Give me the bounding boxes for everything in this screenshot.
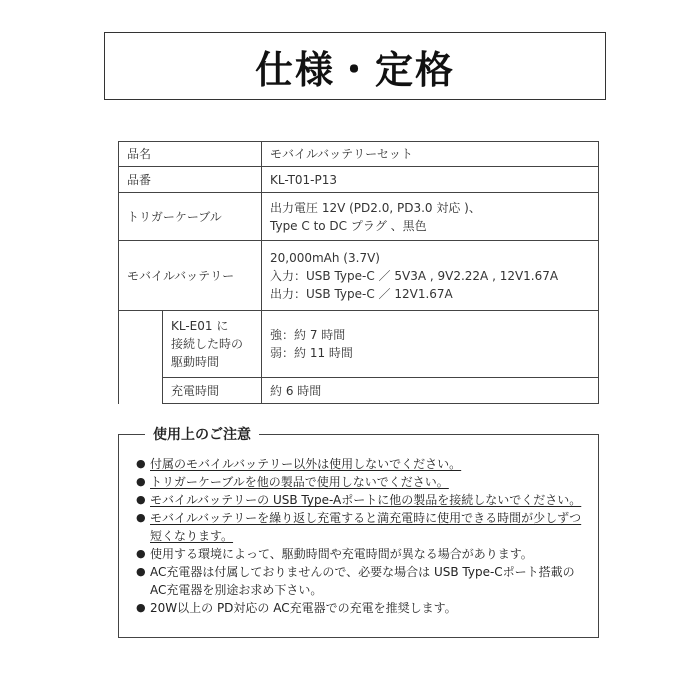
trigger-cable-line: 出力電圧 12V (PD2.0, PD3.0 対応 )、 bbox=[270, 200, 481, 215]
notice-item-text: AC充電器は付属しておりませんので、必要な場合は USB Type-Cポート搭載の AC充電器を別途お求め下さい。 bbox=[150, 565, 575, 597]
product-name-label: 品名 bbox=[119, 142, 262, 167]
notice-box bbox=[118, 427, 599, 638]
spec-row-product-name bbox=[119, 142, 599, 167]
notice-item bbox=[136, 491, 590, 509]
mobile-battery-line: 出力：USB Type-C ／ 12V1.67A bbox=[270, 286, 453, 301]
mobile-battery-label: モバイルバッテリー bbox=[119, 241, 262, 311]
spec-row-mobile-battery bbox=[119, 241, 599, 311]
notice-item-text: モバイルバッテリーを繰り返し充電すると満充電時に使用できる時間が少しずつ短くなります。 bbox=[150, 511, 582, 543]
notice-title: 使用上のご注意 bbox=[145, 424, 259, 444]
bullet-icon: ● bbox=[136, 547, 146, 560]
spec-row-drive-time bbox=[119, 311, 599, 378]
bullet-icon: ● bbox=[136, 601, 146, 614]
title-box bbox=[104, 32, 606, 100]
mobile-battery-line: 入力：USB Type-C ／ 5V3A , 9V2.22A , 12V1.67A bbox=[270, 268, 559, 283]
spec-row-model-number bbox=[119, 167, 599, 193]
notice-item bbox=[136, 563, 590, 599]
notice-item-text: トリガーケーブルを他の製品で使用しないでください。 bbox=[150, 475, 449, 489]
notice-item-text: 20W以上の PD対応の AC充電器での充電を推奨します。 bbox=[150, 601, 457, 615]
notice-item bbox=[136, 455, 590, 473]
notice-item bbox=[136, 599, 590, 617]
spec-table bbox=[118, 141, 599, 404]
bullet-icon: ● bbox=[136, 475, 146, 488]
model-number-label: 品番 bbox=[119, 167, 262, 193]
spec-row-trigger-cable bbox=[119, 193, 599, 241]
drive-time-value bbox=[262, 311, 599, 378]
drive-time-line: 強：約 7 時間 bbox=[270, 328, 346, 342]
drive-time-line: 弱：約 11 時間 bbox=[270, 346, 353, 360]
notice-item bbox=[136, 545, 590, 563]
spec-row-charge-time bbox=[119, 378, 599, 404]
bullet-icon: ● bbox=[136, 511, 146, 524]
trigger-cable-label: トリガーケーブル bbox=[119, 193, 262, 241]
mobile-battery-value bbox=[262, 241, 599, 311]
mobile-battery-line: 20,000mAh (3.7V) bbox=[270, 250, 380, 265]
model-number-value: KL-T01-P13 bbox=[262, 167, 599, 193]
bullet-icon: ● bbox=[136, 565, 146, 578]
charge-time-value: 約 6 時間 bbox=[262, 378, 599, 404]
notice-list bbox=[136, 455, 590, 617]
drive-time-label-line: 駆動時間 bbox=[171, 355, 220, 369]
product-name-value: モバイルバッテリーセット bbox=[262, 142, 599, 167]
page-title: 仕様・定格 bbox=[254, 47, 455, 92]
drive-time-label-line: 接続した時の bbox=[171, 337, 244, 351]
notice-item-text: 付属のモバイルバッテリー以外は使用しないでください。 bbox=[150, 457, 462, 471]
notice-item bbox=[136, 473, 590, 491]
battery-sub-spacer bbox=[119, 311, 163, 404]
notice-item-text: モバイルバッテリーの USB Type-Aポートに他の製品を接続しないでください。 bbox=[150, 493, 582, 507]
charge-time-label: 充電時間 bbox=[163, 378, 262, 404]
bullet-icon: ● bbox=[136, 457, 146, 470]
notice-item-text: 使用する環境によって、駆動時間や充電時間が異なる場合があります。 bbox=[150, 547, 533, 561]
bullet-icon: ● bbox=[136, 493, 146, 506]
drive-time-label bbox=[163, 311, 262, 378]
trigger-cable-line: Type C to DC プラグ 、黒色 bbox=[270, 218, 427, 233]
notice-item bbox=[136, 509, 590, 545]
trigger-cable-value bbox=[262, 193, 599, 241]
drive-time-label-line: KL-E01 に bbox=[171, 319, 229, 333]
